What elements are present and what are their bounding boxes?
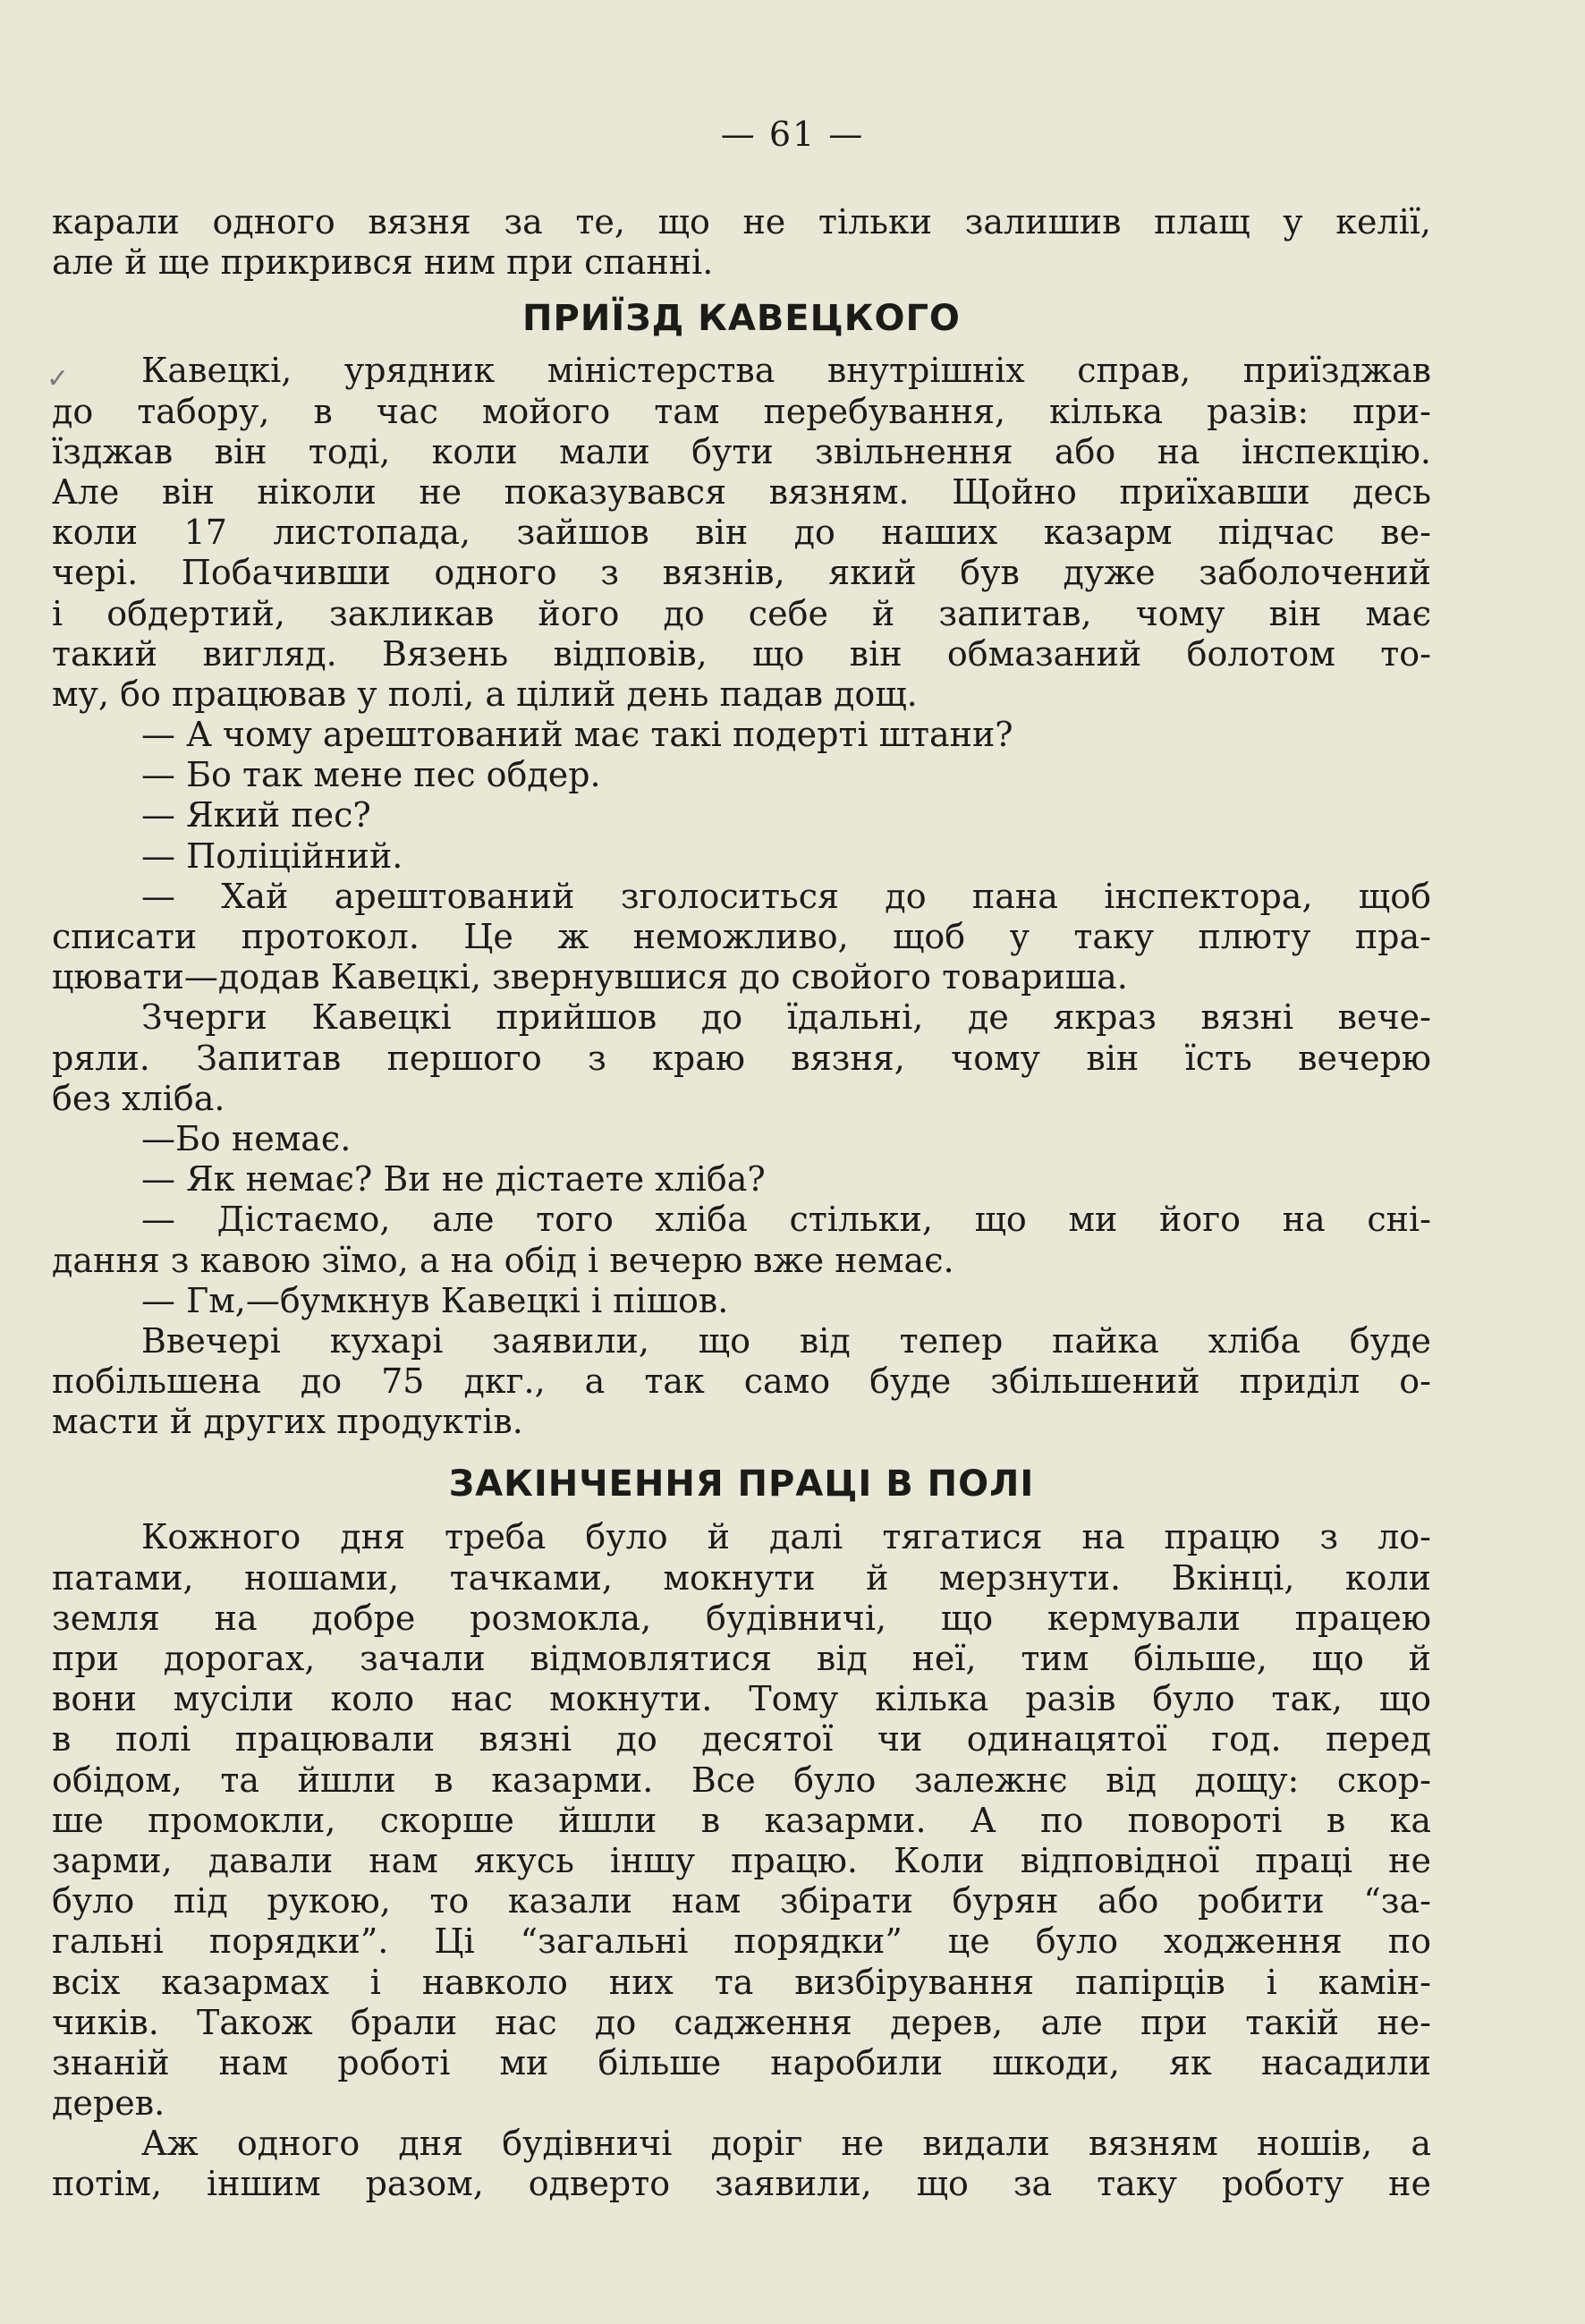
text-line: Зчерги Кавецкі прийшов до їдальні, де якраз вязні вече- [141, 997, 1431, 1038]
dialogue-line: —Бо немає. [141, 1118, 352, 1158]
dialogue-line: — Який пес? [141, 795, 371, 835]
text-line: цювати—додав Кавецкі, звернувшися до свойого товариша. [52, 957, 1128, 997]
text-line: обідом, та йшли в казарми. Все було залежнє від дощу: скор- [52, 1760, 1431, 1800]
text-line: такий вигляд. Вязень відповів, що він обмазаний болотом то- [52, 633, 1431, 674]
dialogue-line: — Дістаємо, але того хліба стільки, що ми його на сні- [141, 1200, 1431, 1240]
text-line: вони мусіли коло нас мокнути. Тому кілька разів було так, що [52, 1679, 1431, 1719]
text-line: знаній нам роботі ми більше наробили шкоди, як насадили [52, 2042, 1431, 2082]
text-line: чиків. Також брали нас до садження дерев, але при такій не- [52, 2002, 1431, 2042]
text-line: ряли. Запитав першого з краю вязня, чому він їсть вечерю [52, 1038, 1431, 1078]
text-line: всіх казармах і навколо них та визбірування папірців і камін- [52, 1962, 1431, 2002]
text-line: було під рукою, то казали нам збірати бурян або робити “за- [52, 1881, 1431, 1921]
text-line: в полі працювали вязні до десятої чи одинацятої год. перед [52, 1719, 1431, 1760]
text-line: їзджав він тоді, коли мали бути звільнення або на інспекцію. [52, 431, 1431, 471]
text-line: списати протокол. Це ж неможливо, щоб у таку плюту пра- [52, 917, 1431, 956]
text-line: ше промокли, скорше йшли в казарми. А по повороті в ка [52, 1800, 1431, 1840]
page-number: — 61 — [720, 115, 865, 154]
text-line: без хліба. [52, 1078, 225, 1118]
dialogue-line: — Бо так мене пес обдер. [141, 755, 601, 795]
text-line: потім, іншим разом, одверто заявили, що за таку роботу не [52, 2164, 1431, 2204]
section-heading: ЗАКІНЧЕННЯ ПРАЦІ В ПОЛІ [448, 1463, 1035, 1506]
text-line: карали одного вязня за те, що не тільки залишив плащ у келії, [52, 202, 1431, 242]
text-line: чері. Побачивши одного з вязнів, який був дуже заболочений [52, 553, 1431, 593]
text-line: і обдертий, закликав його до себе й запитав, чому він має [52, 593, 1431, 633]
dialogue-line: — Хай арештований зголоситься до пана інспектора, щоб [141, 876, 1431, 916]
text-column [52, 202, 1431, 2205]
text-line: Аж одного дня будівничі доріг не видали вязням ношів, а [141, 2124, 1431, 2164]
text-line: але й ще прикрився ним при спанні. [52, 242, 714, 283]
text-line: земля на добре розмокла, будівничі, що кермували працею [52, 1598, 1431, 1638]
text-line: гальні порядки”. Ці “загальні порядки” це було ходження по [52, 1921, 1431, 1962]
text-line: до табору, в час мойого там перебування, кілька разів: при- [52, 391, 1431, 431]
dialogue-line: — Поліційний. [141, 835, 403, 876]
text-line: патами, ношами, тачками, мокнути й мерзнути. Вкінці, коли [52, 1557, 1431, 1598]
text-line: дання з кавою зїмо, а на обід і вечерю вже немає. [52, 1240, 954, 1280]
text-line: Ввечері кухарі заявили, що від тепер пайка хліба буде [141, 1320, 1431, 1361]
section-heading: ПРИЇЗД КАВЕЦКОГО [522, 298, 961, 340]
dialogue-line: — А чому арештований має такі подерті штани? [141, 715, 1013, 755]
text-line: Кожного дня треба було й далі тягатися на працю з ло- [141, 1517, 1431, 1557]
text-line: дерев. [52, 2083, 165, 2124]
text-line: Але він ніколи не показувався вязням. Щойно приїхавши десь [52, 471, 1431, 512]
text-line: коли 17 листопада, зайшов він до наших казарм підчас ве- [52, 513, 1431, 553]
text-line: побільшена до 75 дкг., а так само буде збільшений приділ о- [52, 1361, 1431, 1402]
text-line: му, бо працював у полі, а цілий день падав дощ. [52, 674, 918, 714]
text-line: Кавецкі, урядник міністерства внутрішніх справ, приїзджав [141, 351, 1431, 391]
dialogue-line: — Як немає? Ви не дістаете хліба? [141, 1159, 766, 1200]
pencil-check-mark: ✓ [47, 363, 70, 394]
text-line: при дорогах, зачали відмовлятися від неї, тим більше, що й [52, 1639, 1431, 1678]
text-line: зарми, давали нам якусь іншу працю. Коли відповідної праці не [52, 1840, 1431, 1880]
text-line: масти й других продуктів. [52, 1402, 523, 1442]
dialogue-line: — Гм,—бумкнув Кавецкі і пішов. [141, 1280, 729, 1320]
